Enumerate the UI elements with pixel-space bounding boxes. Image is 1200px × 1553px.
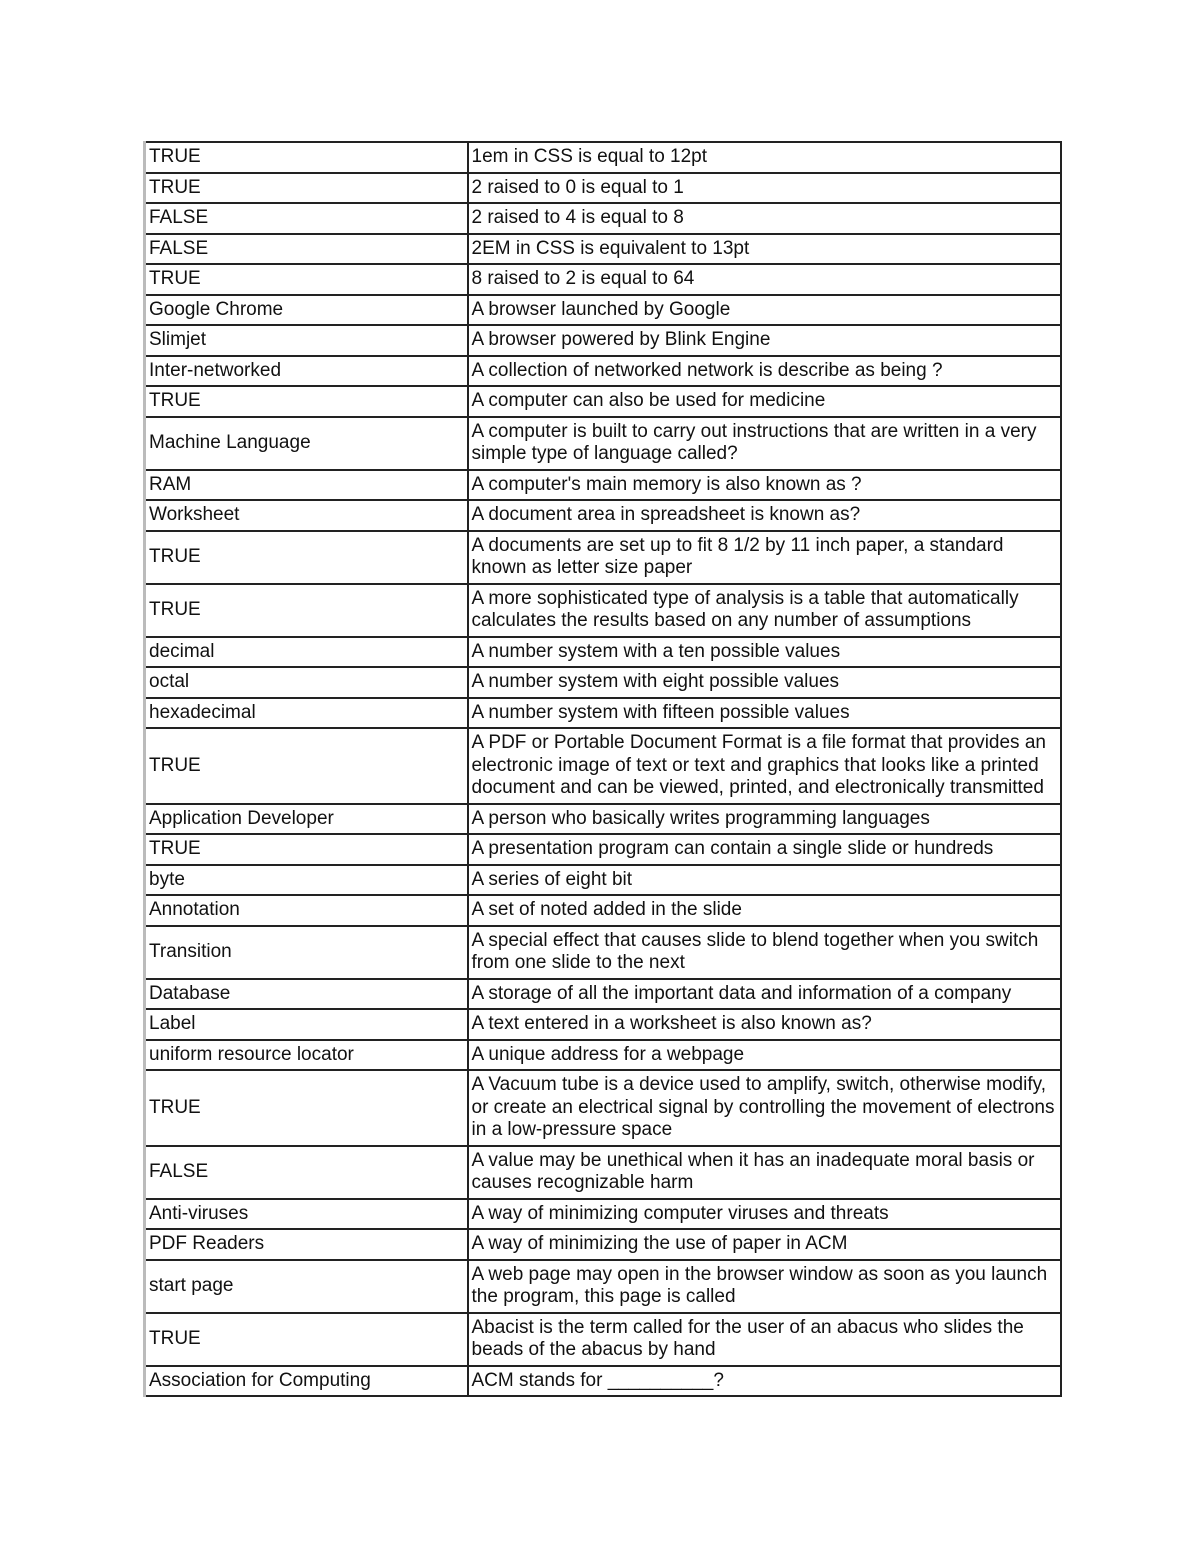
answer-cell: Association for Computing <box>145 1366 468 1397</box>
table-row <box>145 295 1061 326</box>
question-cell: A way of minimizing computer viruses and threats <box>468 1199 1061 1230</box>
table-row <box>145 417 1061 470</box>
table-row <box>145 386 1061 417</box>
answer-cell: TRUE <box>145 264 468 295</box>
table-row <box>145 1260 1061 1313</box>
question-cell: A special effect that causes slide to blend together when you switch from one slide to the next <box>468 926 1061 979</box>
table-row <box>145 1366 1061 1397</box>
table-row <box>145 584 1061 637</box>
question-cell: A person who basically writes programming languages <box>468 804 1061 835</box>
table-row <box>145 142 1061 173</box>
question-cell: A PDF or Portable Document Format is a file format that provides an electronic image of text or text and graphics that looks like a printed document and can be viewed, printed, and electronically transmitted <box>468 728 1061 804</box>
answer-key-body <box>145 142 1061 1396</box>
answer-cell: TRUE <box>145 1313 468 1366</box>
table-row <box>145 173 1061 204</box>
question-cell: A storage of all the important data and information of a company <box>468 979 1061 1010</box>
question-cell: A computer is built to carry out instructions that are written in a very simple type of language called? <box>468 417 1061 470</box>
answer-cell: PDF Readers <box>145 1229 468 1260</box>
answer-cell: Slimjet <box>145 325 468 356</box>
table-row <box>145 470 1061 501</box>
table-row <box>145 804 1061 835</box>
question-cell: A documents are set up to fit 8 1/2 by 11 inch paper, a standard known as letter size paper <box>468 531 1061 584</box>
table-row <box>145 264 1061 295</box>
question-cell: A value may be unethical when it has an inadequate moral basis or causes recognizable harm <box>468 1146 1061 1199</box>
answer-cell: Worksheet <box>145 500 468 531</box>
answer-cell: Transition <box>145 926 468 979</box>
table-row <box>145 500 1061 531</box>
table-row <box>145 926 1061 979</box>
question-cell: 2 raised to 4 is equal to 8 <box>468 203 1061 234</box>
answer-cell: TRUE <box>145 142 468 173</box>
table-row <box>145 834 1061 865</box>
answer-cell: TRUE <box>145 728 468 804</box>
question-cell: A way of minimizing the use of paper in ACM <box>468 1229 1061 1260</box>
question-cell: 2EM in CSS is equivalent to 13pt <box>468 234 1061 265</box>
table-row <box>145 1009 1061 1040</box>
question-cell: 2 raised to 0 is equal to 1 <box>468 173 1061 204</box>
question-cell: A browser powered by Blink Engine <box>468 325 1061 356</box>
question-cell: A Vacuum tube is a device used to amplify, switch, otherwise modify, or create an electrical signal by controlling the movement of electrons in a low-pressure space <box>468 1070 1061 1146</box>
table-row <box>145 1146 1061 1199</box>
question-cell: A set of noted added in the slide <box>468 895 1061 926</box>
answer-cell: FALSE <box>145 203 468 234</box>
table-row <box>145 698 1061 729</box>
answer-cell: TRUE <box>145 834 468 865</box>
table-row <box>145 1040 1061 1071</box>
table-row <box>145 637 1061 668</box>
answer-cell: Application Developer <box>145 804 468 835</box>
answer-cell: TRUE <box>145 584 468 637</box>
answer-cell: Label <box>145 1009 468 1040</box>
question-cell: A number system with fifteen possible values <box>468 698 1061 729</box>
question-cell: A web page may open in the browser window as soon as you launch the program, this page is called <box>468 1260 1061 1313</box>
answer-cell: TRUE <box>145 531 468 584</box>
table-row <box>145 895 1061 926</box>
answer-cell: FALSE <box>145 1146 468 1199</box>
question-cell: A more sophisticated type of analysis is a table that automatically calculates the results based on any number of assumptions <box>468 584 1061 637</box>
question-cell: 1em in CSS is equal to 12pt <box>468 142 1061 173</box>
question-cell: 8 raised to 2 is equal to 64 <box>468 264 1061 295</box>
answer-cell: TRUE <box>145 173 468 204</box>
table-row <box>145 1229 1061 1260</box>
answer-cell: Inter-networked <box>145 356 468 387</box>
answer-key-table <box>143 141 1062 1397</box>
table-row <box>145 325 1061 356</box>
table-row <box>145 667 1061 698</box>
question-cell: A computer's main memory is also known as ? <box>468 470 1061 501</box>
table-row <box>145 1070 1061 1146</box>
table-row <box>145 979 1061 1010</box>
answer-cell: hexadecimal <box>145 698 468 729</box>
table-row <box>145 1199 1061 1230</box>
answer-cell: Annotation <box>145 895 468 926</box>
table-row <box>145 531 1061 584</box>
answer-cell: Google Chrome <box>145 295 468 326</box>
table-row <box>145 1313 1061 1366</box>
question-cell: A computer can also be used for medicine <box>468 386 1061 417</box>
question-cell: A series of eight bit <box>468 865 1061 896</box>
question-cell: Abacist is the term called for the user of an abacus who slides the beads of the abacus by hand <box>468 1313 1061 1366</box>
answer-cell: decimal <box>145 637 468 668</box>
question-cell: A presentation program can contain a single slide or hundreds <box>468 834 1061 865</box>
question-cell: ACM stands for __________? <box>468 1366 1061 1397</box>
table-row <box>145 356 1061 387</box>
answer-cell: byte <box>145 865 468 896</box>
answer-cell: TRUE <box>145 1070 468 1146</box>
answer-cell: start page <box>145 1260 468 1313</box>
answer-cell: octal <box>145 667 468 698</box>
question-cell: A text entered in a worksheet is also known as? <box>468 1009 1061 1040</box>
answer-cell: RAM <box>145 470 468 501</box>
answer-cell: Anti-viruses <box>145 1199 468 1230</box>
question-cell: A number system with eight possible values <box>468 667 1061 698</box>
answer-cell: Database <box>145 979 468 1010</box>
question-cell: A collection of networked network is describe as being ? <box>468 356 1061 387</box>
answer-cell: Machine Language <box>145 417 468 470</box>
answer-cell: FALSE <box>145 234 468 265</box>
answer-cell: TRUE <box>145 386 468 417</box>
table-row <box>145 728 1061 804</box>
answer-cell: uniform resource locator <box>145 1040 468 1071</box>
question-cell: A number system with a ten possible values <box>468 637 1061 668</box>
table-row <box>145 865 1061 896</box>
question-cell: A unique address for a webpage <box>468 1040 1061 1071</box>
table-row <box>145 234 1061 265</box>
question-cell: A document area in spreadsheet is known as? <box>468 500 1061 531</box>
table-row <box>145 203 1061 234</box>
question-cell: A browser launched by Google <box>468 295 1061 326</box>
